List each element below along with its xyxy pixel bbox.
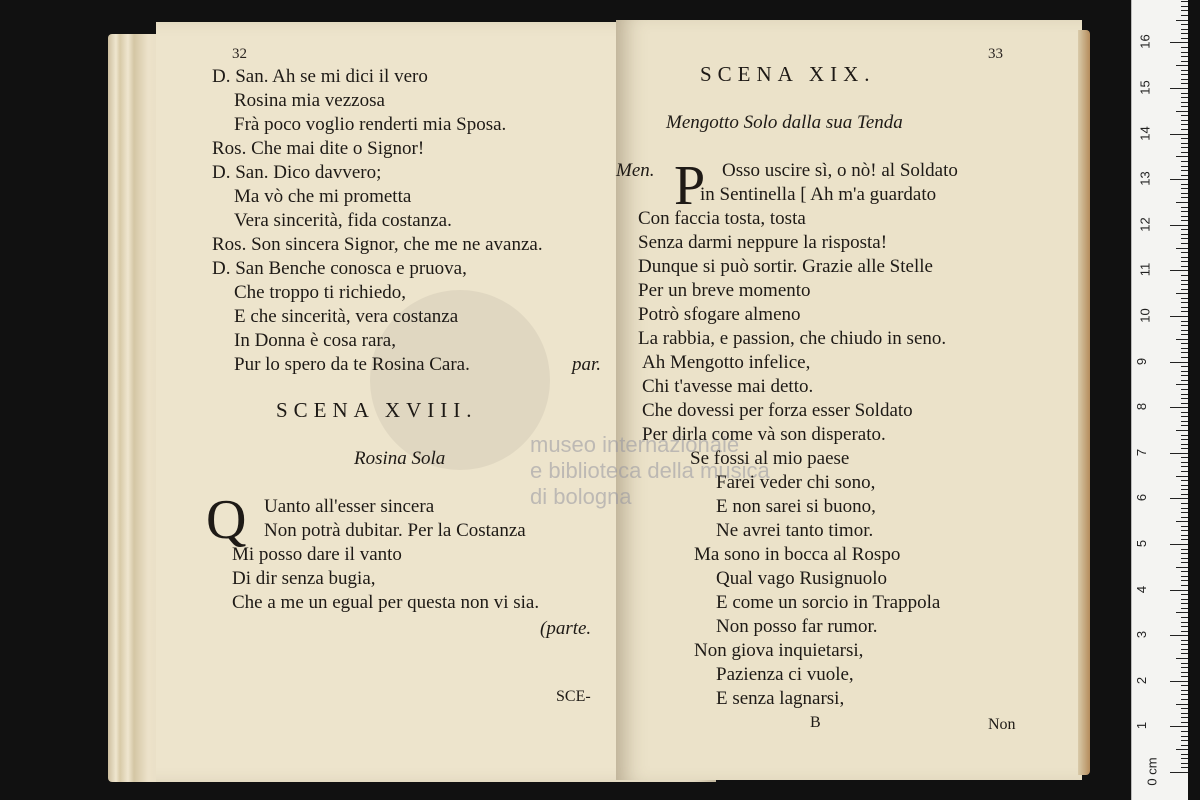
catchword-left: SCE-	[556, 688, 591, 705]
ruler-tick	[1181, 325, 1188, 326]
text-line: E come un sorcio in Trappola	[716, 592, 941, 613]
ruler-tick	[1181, 585, 1188, 586]
ruler-tick	[1181, 717, 1188, 718]
page-number-left: 32	[232, 46, 247, 62]
drop-cap-right: P	[674, 155, 706, 217]
ruler-tick	[1181, 211, 1188, 212]
text-line: Senza darmi neppure la risposta!	[638, 232, 888, 253]
ruler-tick	[1170, 544, 1188, 545]
stage-direction: (parte.	[540, 618, 592, 639]
ruler-label: 4	[1134, 585, 1150, 593]
ruler-tick	[1181, 562, 1188, 563]
ruler-tick	[1181, 535, 1188, 536]
ruler-label: 1	[1134, 722, 1150, 730]
ruler-tick	[1181, 425, 1188, 426]
ruler-label: 15	[1137, 80, 1153, 95]
ruler-tick	[1181, 193, 1188, 194]
ruler-tick	[1181, 375, 1188, 376]
ruler-tick	[1181, 763, 1188, 764]
ruler-tick	[1181, 599, 1188, 600]
ruler-tick	[1181, 234, 1188, 235]
ruler-tick	[1181, 102, 1188, 103]
ruler-label: 3	[1134, 631, 1150, 639]
ruler-label: 16	[1137, 34, 1153, 50]
text-line: Pur lo spero da te Rosina Cara.	[234, 354, 470, 375]
text-line: in Sentinella [ Ah m'a guardato	[700, 184, 937, 205]
ruler-label: 2	[1134, 676, 1150, 684]
text-line: Mi posso dare il vanto	[232, 544, 402, 565]
ruler-tick	[1181, 47, 1188, 48]
text-line: Che troppo ti richiedo,	[234, 282, 407, 303]
ruler-tick	[1181, 731, 1188, 732]
ruler-tick	[1181, 503, 1188, 504]
ruler-tick	[1181, 603, 1188, 604]
ruler-tick	[1181, 758, 1188, 759]
stage-direction: par.	[572, 354, 602, 375]
ruler-tick	[1181, 257, 1188, 258]
text-line: Qual vago Rusignuolo	[716, 568, 887, 589]
ruler-tick	[1181, 275, 1188, 276]
ruler-tick	[1181, 594, 1188, 595]
ruler-tick	[1181, 416, 1188, 417]
ruler-tick	[1181, 708, 1188, 709]
ruler-tick	[1181, 754, 1188, 755]
ruler-tick	[1170, 134, 1188, 135]
ruler-tick	[1181, 617, 1188, 618]
signature-mark: B	[810, 714, 821, 731]
ruler-tick	[1181, 517, 1188, 518]
ruler-tick	[1176, 20, 1188, 21]
ruler-tick	[1181, 56, 1188, 57]
ruler-tick	[1181, 120, 1188, 121]
ruler-tick	[1181, 494, 1188, 495]
text-line: D. San Benche conosca e pruova,	[212, 258, 467, 279]
ruler-label: 10	[1137, 308, 1153, 323]
ruler-tick	[1181, 462, 1188, 463]
ruler-label: 12	[1137, 217, 1153, 232]
ruler-tick	[1181, 394, 1188, 395]
ruler-tick	[1170, 362, 1188, 363]
measurement-ruler	[1131, 0, 1188, 800]
ruler-tick	[1181, 289, 1188, 290]
ruler-tick	[1170, 88, 1188, 89]
ruler-tick	[1181, 52, 1188, 53]
ruler-tick	[1181, 352, 1188, 353]
ruler-tick	[1181, 512, 1188, 513]
ruler-tick	[1181, 526, 1188, 527]
ruler-tick	[1181, 74, 1188, 75]
ruler-tick	[1170, 316, 1188, 317]
scene-title-right: SCENA XIX.	[700, 62, 876, 86]
ruler-tick	[1181, 439, 1188, 440]
text-line: Chi t'avesse mai detto.	[642, 376, 814, 397]
ruler-label: 14	[1137, 125, 1153, 141]
ruler-tick	[1181, 83, 1188, 84]
text-line: Di dir senza bugia,	[232, 568, 376, 589]
text-line: Osso uscire sì, o nò! al Soldato	[722, 160, 958, 181]
ruler-tick	[1181, 266, 1188, 267]
page-number-right: 33	[988, 46, 1003, 62]
ruler-tick	[1181, 70, 1188, 71]
ruler-tick	[1181, 653, 1188, 654]
ruler-tick	[1170, 726, 1188, 727]
ruler-tick	[1181, 690, 1188, 691]
text-line: Rosina mia vezzosa	[234, 90, 385, 111]
scene-subtitle-left: Rosina Sola	[354, 448, 446, 469]
ruler-tick	[1181, 553, 1188, 554]
ruler-tick	[1170, 498, 1188, 499]
ruler-tick	[1176, 430, 1188, 431]
ruler-tick	[1181, 280, 1188, 281]
text-line: E non sarei si buono,	[716, 496, 876, 517]
ruler-tick	[1176, 202, 1188, 203]
ruler-tick	[1181, 745, 1188, 746]
ruler-tick	[1181, 307, 1188, 308]
ruler-tick	[1181, 508, 1188, 509]
ruler-tick	[1181, 380, 1188, 381]
ruler-tick	[1181, 97, 1188, 98]
ruler-tick	[1181, 576, 1188, 577]
text-line: Ros. Che mai dite o Signor!	[212, 138, 425, 159]
ruler-tick	[1170, 635, 1188, 636]
text-line: In Donna è cosa rara,	[234, 330, 396, 351]
ruler-tick	[1176, 65, 1188, 66]
ruler-tick	[1170, 225, 1188, 226]
ruler-tick	[1181, 197, 1188, 198]
ruler-tick	[1176, 293, 1188, 294]
ruler-tick	[1181, 152, 1188, 153]
ruler-tick	[1181, 311, 1188, 312]
ruler-tick	[1176, 704, 1188, 705]
ruler-tick	[1181, 261, 1188, 262]
text-line: Per dirla come và son disperato.	[642, 424, 886, 445]
ruler-label: 13	[1137, 171, 1153, 186]
ruler-tick	[1181, 170, 1188, 171]
ruler-tick	[1181, 580, 1188, 581]
ruler-tick	[1170, 407, 1188, 408]
ruler-tick	[1181, 38, 1188, 39]
ruler-tick	[1176, 384, 1188, 385]
ruler-tick	[1181, 480, 1188, 481]
text-line: Se fossi al mio paese	[690, 448, 850, 469]
ruler-tick	[1181, 161, 1188, 162]
ruler-tick	[1176, 749, 1188, 750]
ruler-tick	[1176, 567, 1188, 568]
scene-title-left: SCENA XVIII.	[276, 398, 478, 422]
text-line: Ah Mengotto infelice,	[642, 352, 811, 373]
ruler-tick	[1181, 216, 1188, 217]
ruler-tick	[1181, 444, 1188, 445]
ruler-tick	[1181, 61, 1188, 62]
text-line: Vera sincerità, fida costanza.	[234, 210, 452, 231]
ruler-tick	[1181, 640, 1188, 641]
ruler-tick	[1181, 24, 1188, 25]
text-line: Ma vò che mi prometta	[234, 186, 412, 207]
ruler-tick	[1181, 412, 1188, 413]
ruler-tick	[1181, 147, 1188, 148]
ruler-tick	[1181, 466, 1188, 467]
ruler-tick	[1181, 676, 1188, 677]
ruler-tick	[1170, 681, 1188, 682]
ruler-tick	[1181, 571, 1188, 572]
text-line: Ros. Son sincera Signor, che me ne avanza.	[212, 234, 543, 255]
text-line: Pazienza ci vuole,	[716, 664, 854, 685]
ruler-tick	[1181, 79, 1188, 80]
ruler-tick	[1181, 694, 1188, 695]
text-line: Ne avrei tanto timor.	[716, 520, 874, 541]
ruler-tick	[1181, 631, 1188, 632]
book-edge	[1078, 30, 1090, 775]
ruler-tick	[1181, 1, 1188, 2]
ruler-tick	[1181, 207, 1188, 208]
ruler-tick	[1181, 284, 1188, 285]
ruler-tick	[1181, 398, 1188, 399]
ruler-tick	[1181, 435, 1188, 436]
text-line: D. San. Ah se mi dici il vero	[212, 66, 428, 87]
ruler-label: 9	[1134, 357, 1150, 365]
catchword-right: Non	[988, 716, 1016, 733]
ruler-tick	[1181, 767, 1188, 768]
ruler-tick	[1181, 220, 1188, 221]
ruler-tick	[1181, 740, 1188, 741]
ruler-tick	[1181, 252, 1188, 253]
ruler-tick	[1176, 111, 1188, 112]
ruler-tick	[1176, 156, 1188, 157]
text-line: La rabbia, e passion, che chiudo in seno.	[638, 328, 947, 349]
ruler-tick	[1181, 343, 1188, 344]
ruler-tick	[1170, 270, 1188, 271]
ruler-tick	[1181, 649, 1188, 650]
ruler-tick	[1181, 722, 1188, 723]
speaker-label: Men.	[616, 160, 655, 181]
ruler-tick	[1181, 15, 1188, 16]
ruler-tick	[1181, 663, 1188, 664]
ruler-tick	[1181, 129, 1188, 130]
ruler-tick	[1181, 489, 1188, 490]
ruler-label: 7	[1134, 448, 1150, 456]
watermark-text-2: e biblioteca della musica	[530, 458, 770, 483]
text-line: Frà poco voglio renderti mia Sposa.	[234, 114, 507, 135]
ruler-tick	[1181, 530, 1188, 531]
ruler-tick	[1181, 622, 1188, 623]
ruler-tick	[1170, 42, 1188, 43]
ruler-tick	[1181, 106, 1188, 107]
ruler-tick	[1181, 10, 1188, 11]
ruler-tick	[1170, 179, 1188, 180]
text-line: Che a me un egual per questa non vi sia.	[232, 592, 540, 613]
ruler-tick	[1181, 371, 1188, 372]
ruler-label: 5	[1134, 539, 1150, 548]
ruler-tick	[1181, 685, 1188, 686]
ruler-tick	[1181, 33, 1188, 34]
text-line: Potrò sfogare almeno	[638, 304, 801, 325]
ruler-tick	[1181, 29, 1188, 30]
ruler-tick	[1181, 302, 1188, 303]
ruler-label: 6	[1134, 494, 1150, 502]
watermark-text-1: museo internazionale	[530, 432, 740, 457]
ruler-tick	[1181, 667, 1188, 668]
text-line: Uanto all'esser sincera	[264, 496, 435, 517]
ruler-tick	[1176, 658, 1188, 659]
ruler-tick	[1181, 608, 1188, 609]
ruler-tick	[1181, 321, 1188, 322]
ruler-tick	[1181, 403, 1188, 404]
ruler-tick	[1181, 713, 1188, 714]
ruler-tick	[1181, 124, 1188, 125]
ruler-tick	[1181, 175, 1188, 176]
text-line: Ma sono in bocca al Rospo	[694, 544, 901, 565]
ruler-tick	[1181, 421, 1188, 422]
watermark-text-3: di bologna	[530, 484, 632, 509]
ruler-tick	[1181, 389, 1188, 390]
text-line: Con faccia tosta, tosta	[638, 208, 806, 229]
ruler-tick	[1181, 166, 1188, 167]
text-line: Non giova inquietarsi,	[694, 640, 864, 661]
ruler-tick	[1176, 612, 1188, 613]
ruler-tick	[1181, 143, 1188, 144]
ruler-tick	[1176, 248, 1188, 249]
ruler-tick	[1181, 298, 1188, 299]
ruler-tick	[1176, 476, 1188, 477]
ruler-tick	[1181, 229, 1188, 230]
drop-cap-left: Q	[206, 489, 247, 551]
ruler-tick	[1181, 485, 1188, 486]
ruler-tick	[1181, 357, 1188, 358]
text-line: E senza lagnarsi,	[716, 688, 845, 709]
ruler-tick	[1181, 184, 1188, 185]
ruler-tick	[1181, 6, 1188, 7]
ruler-tick	[1181, 699, 1188, 700]
ruler-tick	[1176, 339, 1188, 340]
ruler-tick	[1181, 558, 1188, 559]
ruler-tick	[1170, 590, 1188, 591]
ruler-tick	[1181, 238, 1188, 239]
ruler-tick	[1181, 457, 1188, 458]
text-line: D. San. Dico davvero;	[212, 162, 382, 183]
ruler-tick	[1181, 330, 1188, 331]
ruler-label: 11	[1137, 263, 1153, 277]
text-line: Non posso far rumor.	[716, 616, 878, 637]
ruler-tick	[1181, 448, 1188, 449]
ruler-tick	[1181, 188, 1188, 189]
text-line: Per un breve momento	[638, 280, 811, 301]
ruler-label: 8	[1134, 403, 1150, 411]
ruler-tick	[1181, 672, 1188, 673]
scene-subtitle-right: Mengotto Solo dalla sua Tenda	[666, 112, 903, 133]
ruler-tick	[1181, 115, 1188, 116]
ruler-tick	[1181, 366, 1188, 367]
text-line: Non potrà dubitar. Per la Costanza	[264, 520, 526, 541]
ruler-tick	[1181, 644, 1188, 645]
ruler-label: 0 cm	[1144, 757, 1160, 786]
ruler-tick	[1181, 736, 1188, 737]
ruler-tick	[1181, 539, 1188, 540]
ruler-tick	[1181, 626, 1188, 627]
ruler-tick	[1181, 334, 1188, 335]
text-line: E che sincerità, vera costanza	[234, 306, 459, 327]
text-line: Che dovessi per forza esser Soldato	[642, 400, 913, 421]
ruler-tick	[1181, 138, 1188, 139]
ruler-tick	[1181, 471, 1188, 472]
text-line: Dunque si può sortir. Grazie alle Stelle	[638, 256, 933, 277]
ruler-tick	[1170, 453, 1188, 454]
ruler-tick	[1176, 521, 1188, 522]
ruler-tick	[1170, 772, 1188, 773]
ruler-tick	[1181, 243, 1188, 244]
ruler-tick	[1181, 348, 1188, 349]
text-line: Farei veder chi sono,	[716, 472, 876, 493]
ruler-tick	[1181, 93, 1188, 94]
ruler-tick	[1181, 549, 1188, 550]
